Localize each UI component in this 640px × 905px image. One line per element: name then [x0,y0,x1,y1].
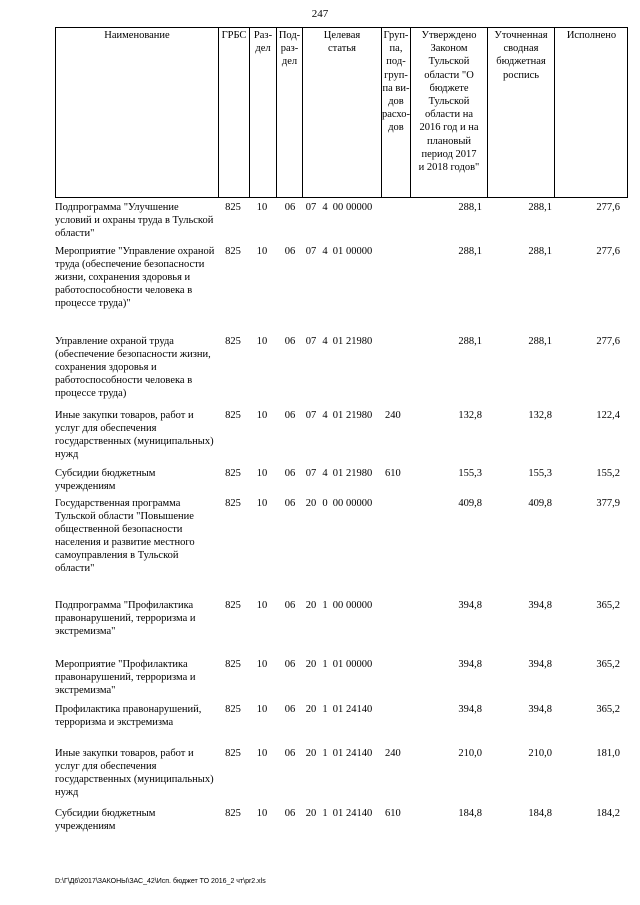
row-grbs: 825 [225,410,241,421]
row-target-event: 01 [332,704,344,715]
row-target-program: 07 [305,336,317,347]
row-grbs: 825 [225,808,241,819]
row-target-direction: 24140 [346,704,373,715]
row-approved: 210,0 [458,748,482,759]
row-target-event: 00 [332,498,344,509]
row-target-program: 20 [305,600,317,611]
row-approved: 132,8 [458,410,482,421]
row-group: 240 [385,748,401,759]
row-group: 610 [385,808,401,819]
row-target-direction: 00000 [346,202,373,213]
row-name: Государственная программа Тульской области "Повышение общественной безопасности населения и развитие местного самоуправления в Тульской области" [55,498,195,574]
file-path-footer: D:\Г\Д6\2017\ЗАКОНЫ\ЗАС_42\Исп. бюджет ТО 2016_2 чт\pr2.xls [55,878,266,885]
row-target-direction: 21980 [346,468,373,479]
row-podrazdel: 06 [284,748,296,759]
row-target-direction: 00000 [346,600,373,611]
row-razdel: 10 [256,410,268,421]
row-razdel: 10 [256,336,268,347]
row-target-event: 01 [332,410,344,421]
row-grbs: 825 [225,748,241,759]
row-executed: 184,2 [596,808,620,819]
row-executed: 155,2 [596,468,620,479]
row-target-direction: 24140 [346,748,373,759]
row-refined: 184,8 [528,808,552,819]
header-refined: Уточненная сводная бюджетная роспись [494,30,548,81]
row-razdel: 10 [256,468,268,479]
row-podrazdel: 06 [284,410,296,421]
row-name: Профилактика правонарушений, терроризма и экстремизма [55,704,202,728]
row-target-event: 01 [332,748,344,759]
row-refined: 394,8 [528,600,552,611]
row-podrazdel: 06 [284,336,296,347]
row-target-program: 20 [305,748,317,759]
row-name: Иные закупки товаров, работ и услуг для обеспечения государственных (муниципальных) нужд [55,748,214,798]
col-divider [218,27,219,198]
row-target-direction: 00000 [346,498,373,509]
row-target-program: 07 [305,468,317,479]
row-name: Субсидии бюджетным учреждениям [55,468,156,492]
row-approved: 409,8 [458,498,482,509]
row-refined: 155,3 [528,468,552,479]
row-approved: 394,8 [458,704,482,715]
row-target-subprogram: 1 [322,704,328,715]
row-target-subprogram: 1 [322,748,328,759]
row-target-direction: 21980 [346,410,373,421]
row-approved: 394,8 [458,659,482,670]
row-approved: 394,8 [458,600,482,611]
row-executed: 365,2 [596,659,620,670]
row-target-program: 07 [305,410,317,421]
row-grbs: 825 [225,659,241,670]
row-refined: 394,8 [528,659,552,670]
row-grbs: 825 [225,468,241,479]
page-number: 247 [311,8,329,20]
row-target-event: 01 [332,659,344,670]
row-target-subprogram: 4 [322,246,328,257]
row-refined: 210,0 [528,748,552,759]
row-grbs: 825 [225,600,241,611]
row-name: Управление охраной труда (обеспечение безопасности жизни, сохранения здоровья и работоспособности человека в процессе труда) [55,336,211,399]
header-podrazdel: Под- раз- дел [278,30,301,68]
row-target-event: 01 [332,246,344,257]
row-target-program: 07 [305,246,317,257]
row-name: Субсидии бюджетным учреждениям [55,808,156,832]
row-podrazdel: 06 [284,808,296,819]
row-name: Подпрограмма "Профилактика правонарушений, терроризма и экстремизма" [55,600,196,637]
row-target-program: 20 [305,704,317,715]
row-name: Иные закупки товаров, работ и услуг для обеспечения государственных (муниципальных) нужд [55,410,214,460]
row-executed: 277,6 [596,336,620,347]
row-target-event: 00 [332,202,344,213]
row-razdel: 10 [256,748,268,759]
row-target-subprogram: 4 [322,336,328,347]
row-approved: 288,1 [458,336,482,347]
row-grbs: 825 [225,202,241,213]
row-target-event: 01 [332,808,344,819]
row-target-subprogram: 1 [322,659,328,670]
row-podrazdel: 06 [284,202,296,213]
row-executed: 365,2 [596,704,620,715]
row-refined: 288,1 [528,336,552,347]
row-razdel: 10 [256,498,268,509]
row-razdel: 10 [256,704,268,715]
row-podrazdel: 06 [284,600,296,611]
row-executed: 122,4 [596,410,620,421]
row-podrazdel: 06 [284,468,296,479]
header-target: Целевая статья [323,30,361,55]
row-target-event: 00 [332,600,344,611]
row-target-program: 07 [305,202,317,213]
row-target-subprogram: 4 [322,202,328,213]
row-group: 240 [385,410,401,421]
row-name: Подпрограмма "Улучшение условий и охраны труда в Тульской области" [55,202,214,239]
row-grbs: 825 [225,336,241,347]
row-name: Мероприятие "Профилактика правонарушений, терроризма и экстремизма" [55,659,196,696]
row-target-subprogram: 4 [322,410,328,421]
row-target-program: 20 [305,808,317,819]
row-executed: 181,0 [596,748,620,759]
row-razdel: 10 [256,659,268,670]
row-target-subprogram: 1 [322,600,328,611]
header-executed: Исполнено [566,30,617,41]
row-approved: 288,1 [458,246,482,257]
row-refined: 288,1 [528,246,552,257]
row-refined: 394,8 [528,704,552,715]
row-podrazdel: 06 [284,659,296,670]
row-podrazdel: 06 [284,704,296,715]
row-razdel: 10 [256,246,268,257]
row-approved: 288,1 [458,202,482,213]
row-target-direction: 00000 [346,659,373,670]
row-target-program: 20 [305,498,317,509]
row-executed: 365,2 [596,600,620,611]
row-target-subprogram: 1 [322,808,328,819]
row-group: 610 [385,468,401,479]
row-razdel: 10 [256,808,268,819]
row-target-subprogram: 4 [322,468,328,479]
header-grbs: ГРБС [221,30,247,41]
row-target-direction: 24140 [346,808,373,819]
row-target-event: 01 [332,468,344,479]
row-executed: 377,9 [596,498,620,509]
row-refined: 132,8 [528,410,552,421]
row-grbs: 825 [225,246,241,257]
header-approved: Утверждено Законом Тульской области "О бюджете Тульской области на 2016 год и на плановый период 2017 и 2018 годов" [418,30,480,174]
row-refined: 288,1 [528,202,552,213]
row-podrazdel: 06 [284,246,296,257]
col-divider [554,27,555,198]
row-executed: 277,6 [596,202,620,213]
header-name: Наименование [104,30,170,41]
row-approved: 155,3 [458,468,482,479]
row-name: Мероприятие "Управление охраной труда (обеспечение безопасности жизни, сохранения здоровья и работоспособности человека в процессе труда)" [55,246,215,309]
row-grbs: 825 [225,704,241,715]
row-razdel: 10 [256,600,268,611]
row-podrazdel: 06 [284,498,296,509]
header-group: Груп- па, под- груп- па ви- дов расхо- дов [382,30,411,134]
row-refined: 409,8 [528,498,552,509]
row-razdel: 10 [256,202,268,213]
row-target-direction: 00000 [346,246,373,257]
row-executed: 277,6 [596,246,620,257]
row-target-direction: 21980 [346,336,373,347]
row-grbs: 825 [225,498,241,509]
row-target-program: 20 [305,659,317,670]
row-approved: 184,8 [458,808,482,819]
header-razdel: Раз- дел [253,30,273,55]
row-target-event: 01 [332,336,344,347]
row-target-subprogram: 0 [322,498,328,509]
